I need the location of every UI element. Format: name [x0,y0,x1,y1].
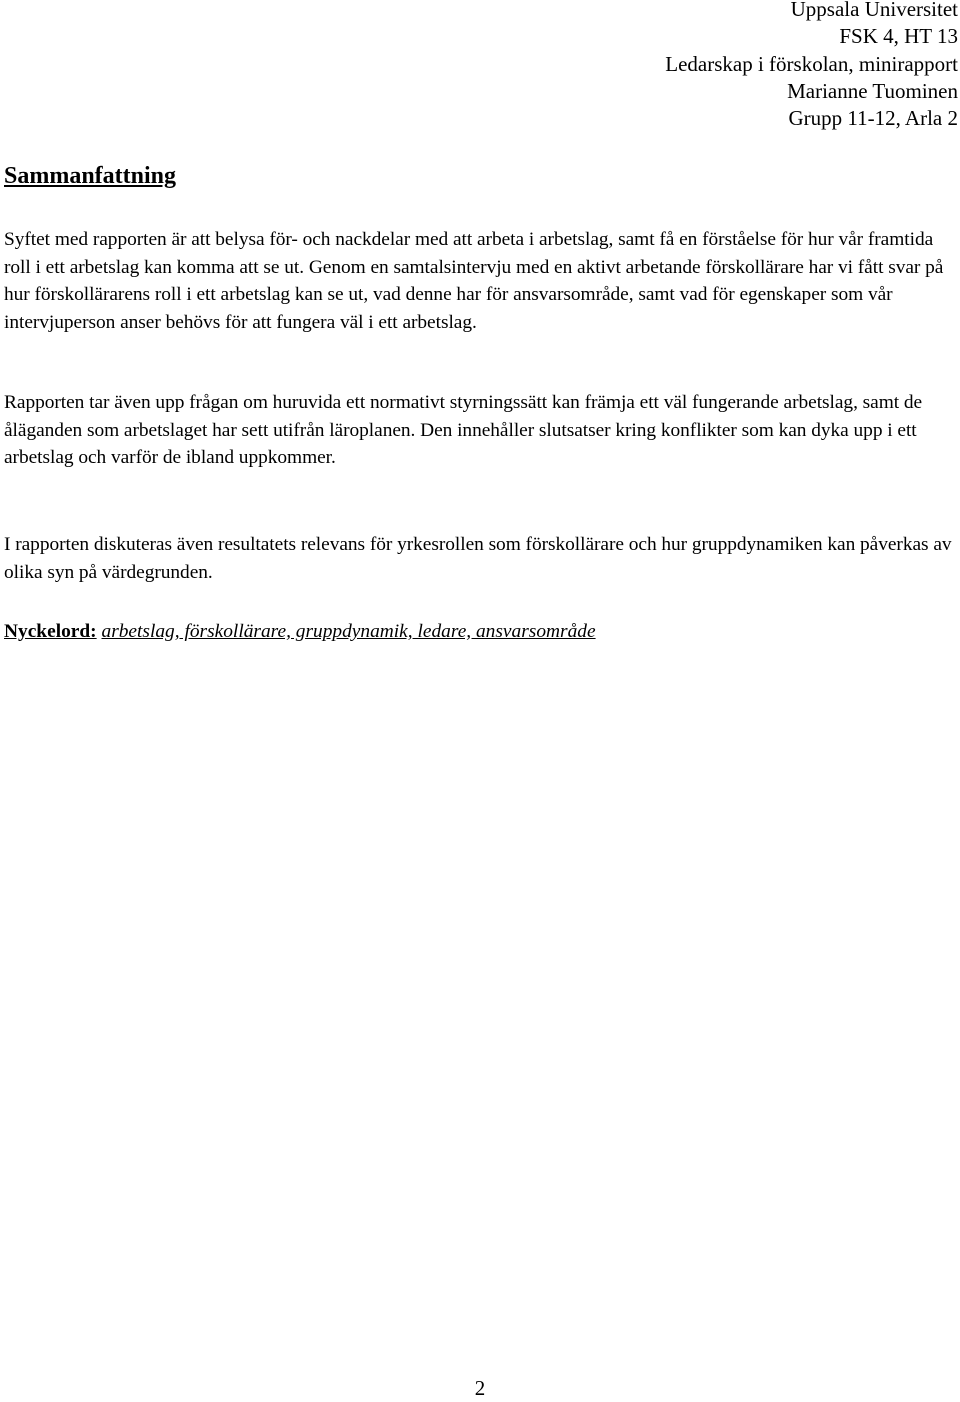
keywords-line [4,618,958,646]
keywords-list: arbetslag, förskollärare, gruppdynamik, ledare, ansvarsområde [101,621,596,642]
header-author: Marianne Tuominen [787,78,958,103]
header-course: FSK 4, HT 13 [839,24,958,49]
document-header [665,0,958,132]
summary-paragraph-2: Rapporten tar även upp frågan om huruvida ett normativt styrningssätt kan främja ett väl fungerande arbetslag, samt de åläganden som arbetslaget har sett utifrån läroplanen. Den innehåller slutsatser kring konflikter som kan dyka upp i ett arbetslag och varför de ibland uppkommer. [4,392,923,469]
summary-paragraph-3: I rapporten diskuteras även resultatets relevans för yrkesrollen som förskollärare och hur gruppdynamiken kan påverkas av olika syn på värdegrunden. [4,534,952,583]
summary-paragraph-1: Syftet med rapporten är att belysa för- och nackdelar med att arbeta i arbetslag, samt få en förståelse för hur vår framtida roll i ett arbetslag kan komma att se ut. Genom en samtalsintervju med en aktivt arbetande förskollärare har vi fått svar på hur förskollärarens roll i ett arbetslag kan se ut, vad denne har för ansvarsområde, samt vad för egenskaper som vår intervjuperson anser behövs för att fungera väl i ett arbetslag. [4,229,944,333]
keywords-label: Nyckelord: [4,621,97,642]
header-group: Grupp 11-12, Arla 2 [788,106,958,131]
page-number: 2 [474,1376,486,1400]
header-university: Uppsala Universitet [790,0,958,21]
header-report-title: Ledarskap i förskolan, minirapport [665,51,958,76]
section-heading: Sammanfattning [4,163,177,189]
